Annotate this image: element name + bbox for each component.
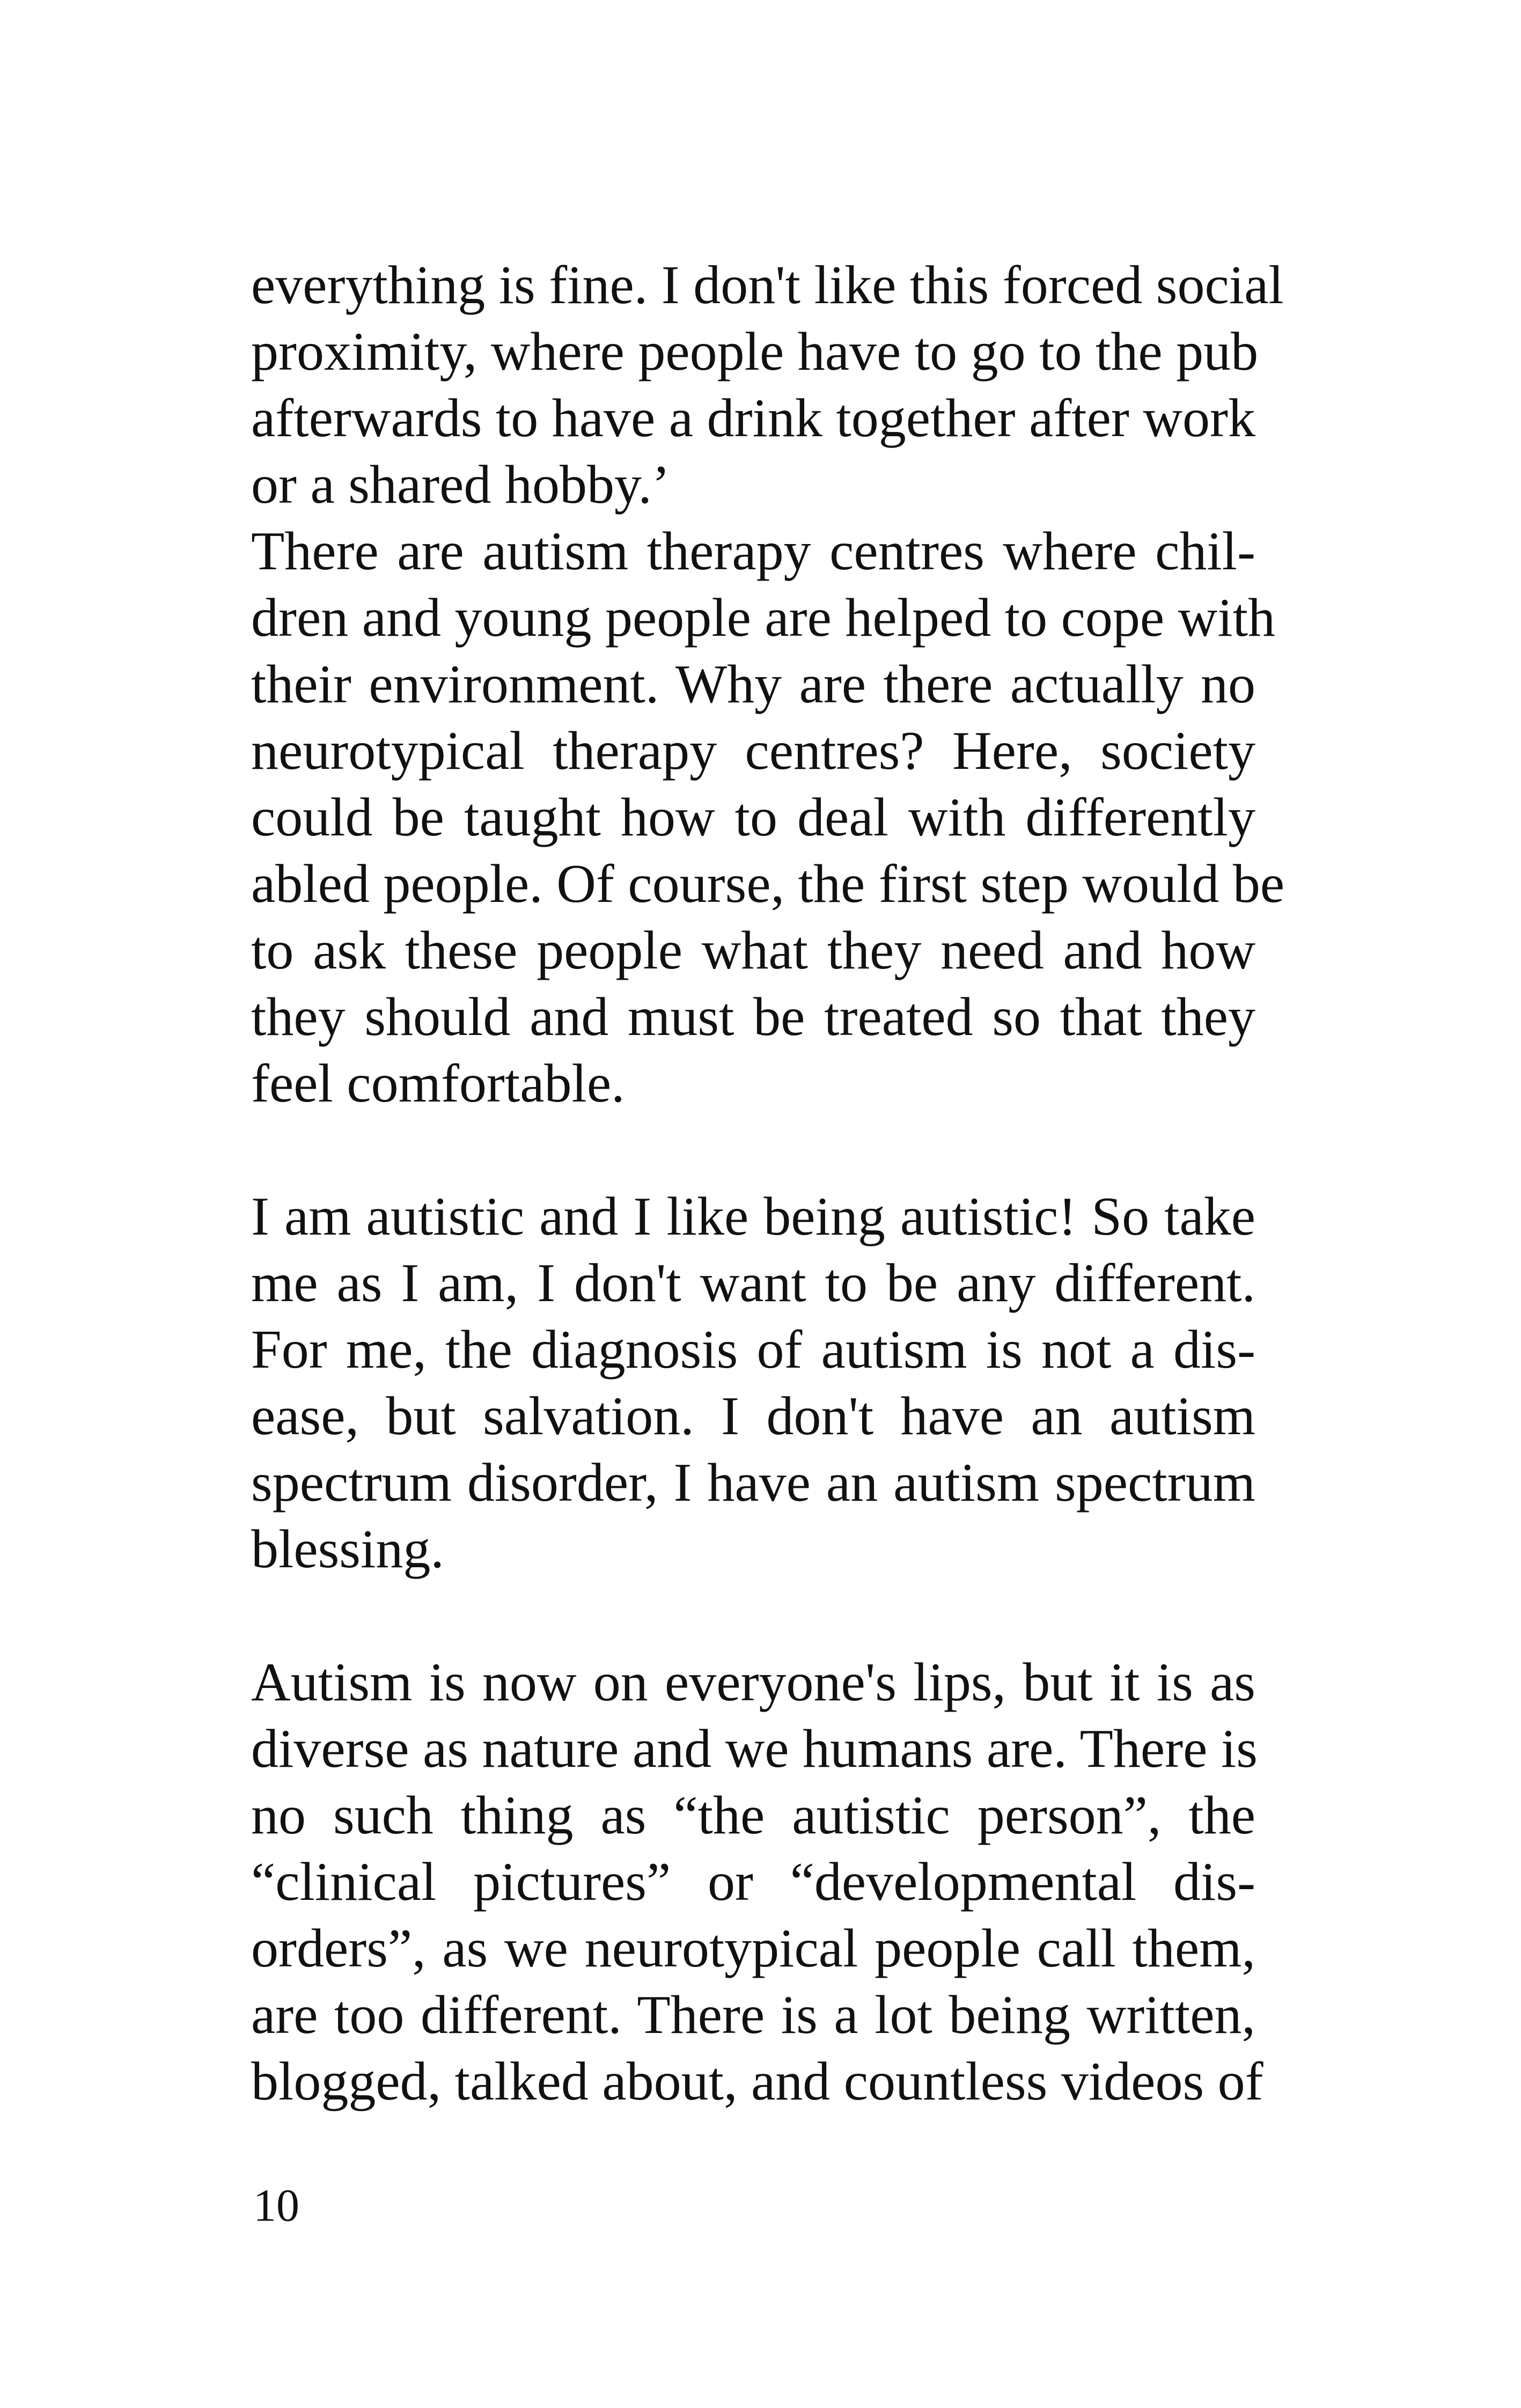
body-text bbox=[251, 252, 1285, 2115]
text-line: no such thing as “the autistic person”, the bbox=[251, 1785, 1255, 1846]
text-line: abled people. Of course, the first step would be bbox=[251, 854, 1285, 914]
text-line: their environment. Why are there actually no bbox=[251, 654, 1255, 715]
text-line: orders”, as we neurotypical people call them, bbox=[251, 1918, 1255, 1979]
paragraph-3 bbox=[251, 1184, 1255, 1583]
paragraph-2 bbox=[251, 518, 1285, 1117]
text-line: are too different. There is a lot being written, bbox=[251, 1985, 1255, 2045]
text-line: could be taught how to deal with differently bbox=[251, 787, 1255, 848]
paragraph-1 bbox=[251, 252, 1284, 518]
text-line: blessing. bbox=[251, 1519, 444, 1580]
text-line: neurotypical therapy centres? Here, society bbox=[251, 721, 1255, 781]
text-line: diverse as nature and we humans are. There is bbox=[251, 1719, 1258, 1779]
text-line: me as I am, I don't want to be any different. bbox=[251, 1253, 1255, 1313]
text-line: feel comfortable. bbox=[251, 1053, 625, 1114]
text-line: or a shared hobby.’ bbox=[251, 454, 670, 515]
paragraph-spacer bbox=[251, 1583, 1255, 1649]
text-line: they should and must be treated so that they bbox=[251, 987, 1255, 1047]
paragraph-4 bbox=[251, 1649, 1263, 2115]
text-line: everything is fine. I don't like this forced social bbox=[251, 255, 1284, 315]
text-line: afterwards to have a drink together after work bbox=[251, 388, 1256, 449]
text-line: proximity, where people have to go to the pub bbox=[251, 321, 1259, 382]
paragraph-spacer bbox=[251, 1117, 1255, 1184]
text-line: dren and young people are helped to cope with bbox=[251, 588, 1276, 648]
text-line: There are autism therapy centres where chil- bbox=[251, 521, 1255, 582]
page-number: 10 bbox=[253, 2179, 299, 2231]
text-line: For me, the diagnosis of autism is not a dis- bbox=[251, 1319, 1255, 1380]
text-line: I am autistic and I like being autistic! So take bbox=[251, 1186, 1255, 1247]
text-line: Autism is now on everyone's lips, but it is as bbox=[251, 1652, 1255, 1713]
text-line: “clinical pictures” or “developmental dis- bbox=[251, 1852, 1255, 1912]
text-line: blogged, talked about, and countless videos of bbox=[251, 2051, 1263, 2112]
text-line: to ask these people what they need and how bbox=[251, 920, 1255, 981]
text-line: ease, but salvation. I don't have an autism bbox=[251, 1386, 1255, 1447]
text-line: spectrum disorder, I have an autism spectrum bbox=[251, 1452, 1255, 1513]
